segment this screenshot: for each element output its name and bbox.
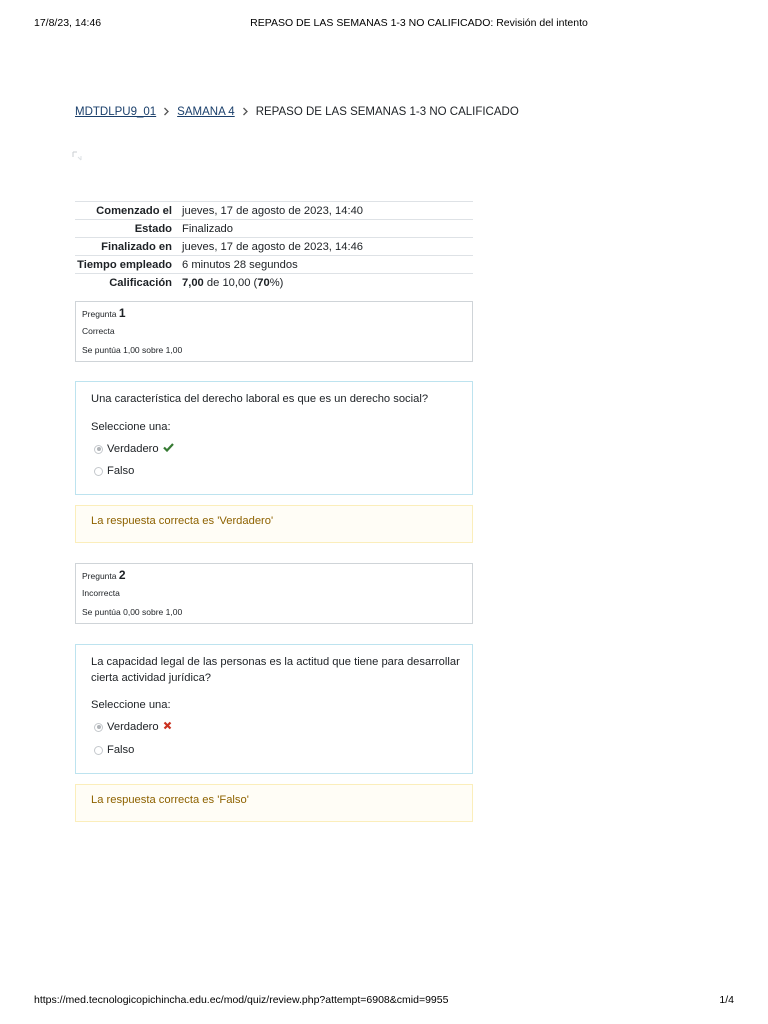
right-answer-text: La respuesta correcta es 'Falso' <box>91 794 249 806</box>
summary-value: Finalizado <box>182 222 233 235</box>
grade-of-text: de 10,00 ( <box>203 276 258 289</box>
summary-row-time-taken <box>75 256 473 274</box>
grade-score: 7,00 <box>182 276 204 289</box>
question-number-value: 1 <box>118 306 126 320</box>
summary-value: 6 minutos 28 segundos <box>182 258 298 271</box>
summary-label: Estado <box>134 222 172 235</box>
question-text: La capacidad legal de las personas es la actitud que tiene para desarrollar cierta actividad jurídica? <box>91 656 460 684</box>
summary-row-grade <box>75 274 473 292</box>
question-label: Pregunta <box>82 571 117 581</box>
page-number: 1/4 <box>719 994 734 1006</box>
print-url: https://med.tecnologicopichincha.edu.ec/mod/quiz/review.php?attempt=6908&cmid=9955 <box>34 994 449 1006</box>
question-state: Correcta <box>82 326 115 336</box>
option-label: Falso <box>107 744 135 756</box>
radio-button[interactable] <box>94 746 103 755</box>
print-footer <box>34 994 734 1008</box>
breadcrumb-section-link[interactable]: SAMANA 4 <box>177 106 235 118</box>
chevron-right-icon <box>242 105 249 119</box>
answer-prompt: Seleccione una: <box>91 421 171 433</box>
radio-button[interactable] <box>94 467 103 476</box>
question-text: Una característica del derecho laboral es que es un derecho social? <box>91 393 429 405</box>
right-answer-text: La respuesta correcta es 'Verdadero' <box>91 515 274 527</box>
summary-label: Comenzado el <box>96 204 172 217</box>
summary-row-state <box>75 220 473 238</box>
print-header <box>34 17 734 31</box>
summary-label: Tiempo empleado <box>77 258 172 271</box>
broken-image-icon <box>72 151 83 161</box>
breadcrumb-course-link[interactable]: MDTDLPU9_01 <box>75 106 157 118</box>
print-title: REPASO DE LAS SEMANAS 1-3 NO CALIFICADO: Revisión del intento <box>250 17 588 29</box>
right-answer-feedback-1 <box>75 505 473 543</box>
question-label: Pregunta <box>82 309 117 319</box>
grade-close: %) <box>269 276 284 289</box>
print-date: 17/8/23, 14:46 <box>34 17 102 29</box>
radio-button[interactable] <box>94 723 103 732</box>
option-label: Verdadero <box>107 443 159 455</box>
summary-value: jueves, 17 de agosto de 2023, 14:40 <box>182 204 364 217</box>
answer-prompt: Seleccione una: <box>91 699 171 711</box>
question-number <box>82 568 126 582</box>
answer-option-verdadero[interactable] <box>94 721 172 733</box>
right-answer-feedback-2 <box>75 784 473 822</box>
breadcrumb <box>75 105 519 119</box>
question-info-1 <box>75 301 473 362</box>
answer-option-verdadero[interactable] <box>94 443 174 455</box>
summary-value: jueves, 17 de agosto de 2023, 14:46 <box>182 240 364 253</box>
answer-option-falso[interactable] <box>94 744 134 756</box>
summary-label: Calificación <box>109 276 172 289</box>
question-state: Incorrecta <box>82 588 120 598</box>
grade-percent: 70 <box>257 276 270 289</box>
answer-option-falso[interactable] <box>94 465 134 477</box>
question-grade: Se puntúa 0,00 sobre 1,00 <box>82 607 183 617</box>
question-grade: Se puntúa 1,00 sobre 1,00 <box>82 345 183 355</box>
summary-label: Finalizado en <box>101 240 172 253</box>
summary-row-finished <box>75 238 473 256</box>
radio-button[interactable] <box>94 445 103 454</box>
summary-row-started <box>75 202 473 220</box>
option-label: Falso <box>107 465 135 477</box>
breadcrumb-current: REPASO DE LAS SEMANAS 1-3 NO CALIFICADO <box>255 106 519 118</box>
attempt-summary-table <box>75 201 473 291</box>
question-number <box>82 306 126 320</box>
grade-value <box>182 274 473 292</box>
question-info-2 <box>75 563 473 624</box>
option-label: Verdadero <box>107 721 159 733</box>
question-formulation-2 <box>75 644 473 774</box>
cross-icon <box>163 721 172 733</box>
check-icon <box>163 443 174 455</box>
question-number-value: 2 <box>118 568 126 582</box>
question-formulation-1 <box>75 381 473 495</box>
chevron-right-icon <box>163 105 170 119</box>
